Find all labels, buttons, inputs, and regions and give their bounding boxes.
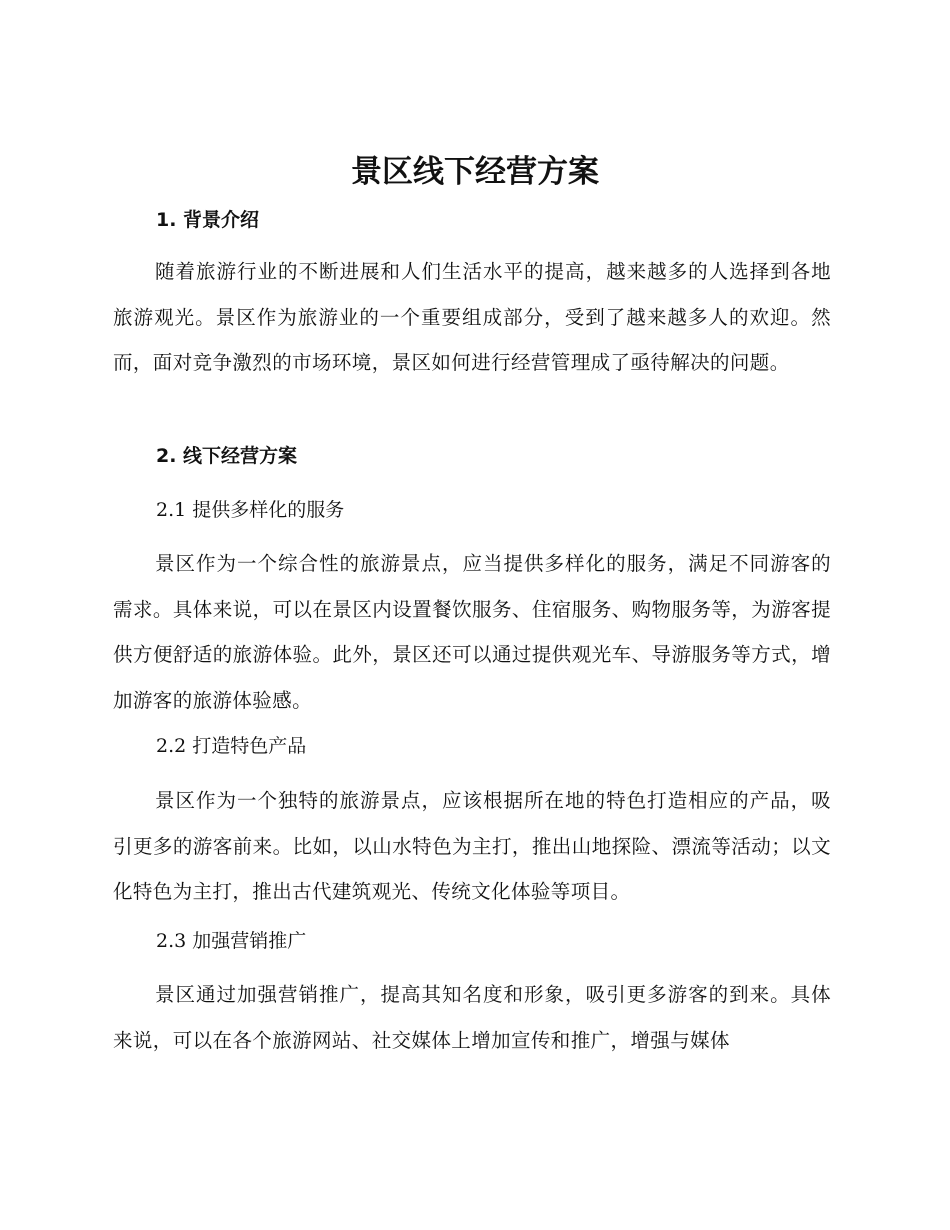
section-heading-offline-plan: 2. 线下经营方案 (156, 445, 298, 467)
paragraph-diverse-services: 景区作为一个综合性的旅游景点，应当提供多样化的服务，满足不同游客的需求。具体来说，可以在景区内设置餐饮服务、住宿服务、购物服务等，为游客提供方便舒适的旅游体验。此外，景区还可以通过提供观光车、导游服务等方式，增加游客的旅游体验感。 (113, 552, 831, 712)
subsection-heading-marketing: 2.3 加强营销推广 (156, 930, 307, 952)
subsection-heading-featured-products: 2.2 打造特色产品 (156, 735, 307, 757)
subsection-heading-diverse-services: 2.1 提供多样化的服务 (156, 499, 345, 521)
document-title: 景区线下经营方案 (351, 154, 599, 190)
paragraph-background: 随着旅游行业的不断进展和人们生活水平的提高，越来越多的人选择到各地旅游观光。景区作为旅游业的一个重要组成部分，受到了越来越多人的欢迎。然而，面对竞争激烈的市场环境，景区如何进行经营管理成了亟待解决的问题。 (113, 260, 831, 374)
paragraph-marketing: 景区通过加强营销推广，提高其知名度和形象，吸引更多游客的到来。具体来说，可以在各个旅游网站、社交媒体上增加宣传和推广，增强与媒体 (113, 983, 831, 1052)
section-heading-background: 1. 背景介绍 (156, 209, 260, 231)
paragraph-featured-products: 景区作为一个独特的旅游景点，应该根据所在地的特色打造相应的产品，吸引更多的游客前来。比如，以山水特色为主打，推出山地探险、漂流等活动；以文化特色为主打，推出古代建筑观光、传统文化体验等项目。 (113, 789, 831, 903)
